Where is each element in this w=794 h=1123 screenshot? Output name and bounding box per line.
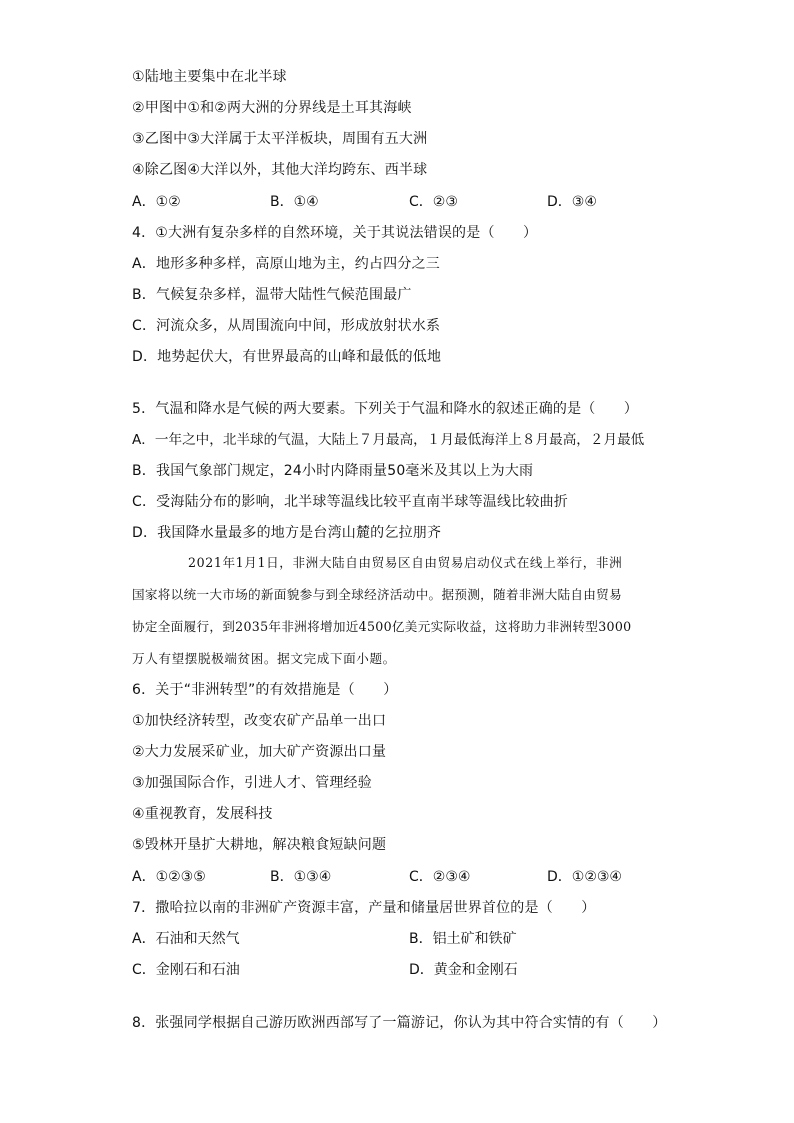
q5-option-c: C．受海陆分布的影响，北半球等温线比较平直南半球等温线比较曲折 xyxy=(132,494,568,510)
q6-statement-4: ④重视教育，发展科技 xyxy=(132,806,273,822)
q6-options xyxy=(132,867,652,887)
q6-option-c: C．②③④ xyxy=(409,869,471,885)
q7-option-d: D．黄金和金刚石 xyxy=(409,962,518,978)
q5-option-a: A．一年之中，北半球的气温，大陆上７月最高，１月最低海洋上８月最高，２月最低 xyxy=(132,432,645,448)
q6-option-d: D．①②③④ xyxy=(547,869,622,885)
q3-option-c: C．②③ xyxy=(409,194,458,210)
q3-option-a: A．①② xyxy=(132,194,181,210)
q7-options-row-1 xyxy=(132,929,652,949)
q6-statement-1: ①加快经济转型，改变农矿产品单一出口 xyxy=(132,713,387,729)
statement-1: ①陆地主要集中在北半球 xyxy=(132,69,287,85)
passage-line-3: 协定全面履行，到2035年非洲将增加近4500亿美元实际收益，这将助力非洲转型3000 xyxy=(132,619,632,634)
q3-option-b: B．①④ xyxy=(270,194,319,210)
statement-4: ④除乙图④大洋以外，其他大洋均跨东、西半球 xyxy=(132,162,428,178)
q8-stem: 8．张强同学根据自己游历欧洲西部写了一篇游记，你认为其中符合实情的有（ ） xyxy=(132,1015,667,1031)
q4-option-b: B．气候复杂多样，温带大陆性气候范围最广 xyxy=(132,287,412,303)
q5-option-d: D．我国降水量最多的地方是台湾山麓的乞拉朋齐 xyxy=(132,525,442,541)
q3-option-d: D．③④ xyxy=(547,194,597,210)
q7-stem: 7．撒哈拉以南的非洲矿产资源丰富，产量和储量居世界首位的是（ ） xyxy=(132,900,596,916)
q6-option-a: A．①②③⑤ xyxy=(132,869,206,885)
q6-statement-3: ③加强国际合作，引进人才、管理经验 xyxy=(132,775,372,791)
q6-statement-5: ⑤毁林开垦扩大耕地，解决粮食短缺问题 xyxy=(132,837,387,853)
passage-line-4: 万人有望摆脱极端贫困。据文完成下面小题。 xyxy=(132,651,396,666)
q7-options-row-2 xyxy=(132,960,652,980)
q4-option-c: C．河流众多，从周围流向中间，形成放射状水系 xyxy=(132,318,441,334)
q6-option-b: B．①③④ xyxy=(270,869,332,885)
q4-option-a: A．地形多种多样，高原山地为主，约占四分之三 xyxy=(132,256,440,272)
q7-option-a: A．石油和天然气 xyxy=(132,931,240,947)
passage-line-2: 国家将以统一大市场的新面貌参与到全球经济活动中。据预测，随着非洲大陆自由贸易 xyxy=(132,587,622,602)
statement-2: ②甲图中①和②两大洲的分界线是土耳其海峡 xyxy=(132,100,412,116)
q7-option-b: B．铝土矿和铁矿 xyxy=(409,931,517,947)
q5-stem: 5．气温和降水是气候的两大要素。下列关于气温和降水的叙述正确的是（ ） xyxy=(132,401,639,417)
q4-option-d: D．地势起伏大，有世界最高的山峰和最低的低地 xyxy=(132,349,442,365)
q3-options xyxy=(132,192,652,212)
q6-stem: 6．关于“非洲转型”的有效措施是（ ） xyxy=(132,682,398,698)
q5-option-b: B．我国气象部门规定，24小时内降雨量50毫米及其以上为大雨 xyxy=(132,463,534,479)
q7-option-c: C．金刚石和石油 xyxy=(132,962,240,978)
q6-statement-2: ②大力发展采矿业，加大矿产资源出口量 xyxy=(132,744,387,760)
statement-3: ③乙图中③大洋属于太平洋板块，周围有五大洲 xyxy=(132,131,428,147)
passage-line-1: 2021年1月1日，非洲大陆自由贸易区自由贸易启动仪式在线上举行，非洲 xyxy=(188,555,623,570)
q4-stem: 4．①大洲有复杂多样的自然环境，关于其说法错误的是（ ） xyxy=(132,225,538,241)
